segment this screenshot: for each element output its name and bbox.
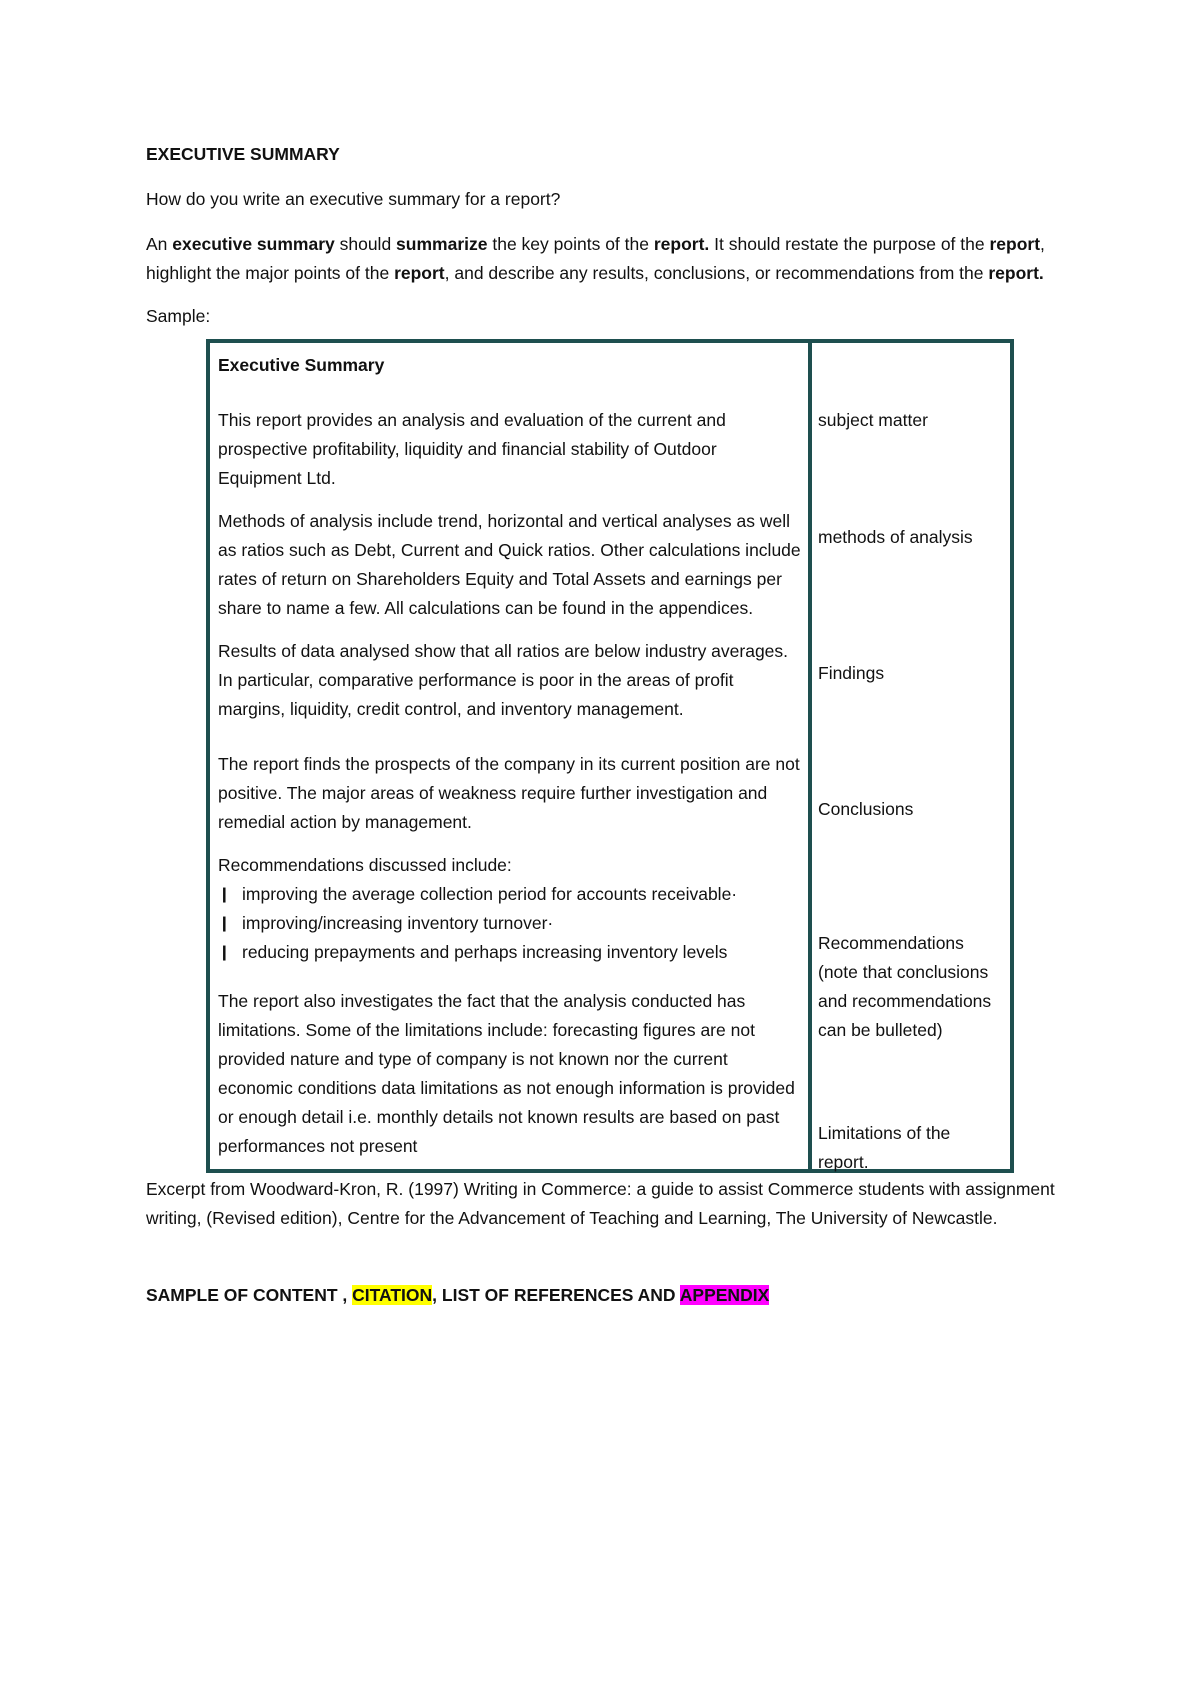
sample-summary-table (206, 339, 1014, 1173)
methods-paragraph: Methods of analysis include trend, horizontal and vertical analyses as well as ratios such as Debt, Current and Quick ratios. Other calculations include rates of return on Shareholders Equity and Total Assets and earnings per share to name a few. All calculations can be found in the appendices. (218, 511, 801, 618)
recommendations-intro: Recommendations discussed include: (218, 855, 512, 875)
pin-bullet-icon: ❙ (218, 915, 231, 932)
question-text: How do you write an executive summary for a report? (146, 189, 561, 209)
list-item (218, 880, 802, 909)
label-findings: Findings (818, 663, 885, 683)
conclusion-paragraph: The report finds the prospects of the company in its current position are not positive. The major areas of weakness require further investigation and remedial action by management. (218, 754, 800, 832)
intro-bold: report (394, 263, 445, 283)
intro-paragraph (146, 230, 1076, 288)
label-methods: methods of analysis (818, 527, 973, 547)
section-heading-text: , LIST OF REFERENCES AND (432, 1285, 680, 1305)
intro-bold: report. (988, 263, 1044, 283)
pin-bullet-icon: ❙ (218, 944, 231, 961)
intro-text: An (146, 234, 173, 254)
results-paragraph: Results of data analysed show that all ratios are below industry averages. In particular, comparative performance is poor in the areas of profit margins, liquidity, credit control, and inventory management. (218, 641, 789, 719)
summary-title: Executive Summary (218, 355, 385, 375)
label-conclusions: Conclusions (818, 799, 914, 819)
label-subject: subject matter (818, 410, 928, 430)
label-limitations: Limitations of the report. (818, 1123, 951, 1172)
summary-content-column (210, 343, 812, 1169)
document-page (146, 140, 1076, 1310)
intro-bold: summarize (396, 234, 488, 254)
subject-paragraph: This report provides an analysis and evaluation of the current and prospective profitability, liquidity and financial stability of Outdoor Equipment Ltd. (218, 410, 726, 488)
sample-label: Sample: (146, 306, 211, 326)
intro-text: , and describe any results, conclusions, or recommendations from the (444, 263, 989, 283)
excerpt-citation: Excerpt from Woodward-Kron, R. (1997) Writing in Commerce: a guide to assist Commerce students with assignment writing, (Revised edition), Centre for the Advancement of Teaching and Learning, The University of Newcastle. (146, 1179, 1055, 1228)
list-item-text: improving the average collection period for accounts receivable· (242, 884, 738, 904)
section-heading-text: SAMPLE OF CONTENT , (146, 1285, 353, 1305)
label-recommendations: Recommendations (note that conclusions and recommendations can be bulleted) (818, 933, 992, 1040)
pin-bullet-icon: ❙ (218, 886, 231, 903)
list-item (218, 909, 802, 938)
recommendations-block (218, 851, 802, 967)
limitations-paragraph: The report also investigates the fact that the analysis conducted has limitations. Some of the limitations include: forecasting figures are not provided nature and type of company is not known nor the current economic conditions data limitations as not enough information is provided or enough detail i.e. monthly details not known results are based on past performances not present (218, 991, 795, 1156)
intro-bold: report. (653, 234, 710, 254)
page-title: EXECUTIVE SUMMARY (146, 144, 340, 164)
intro-text: , highlight the major points of the (146, 234, 1045, 283)
summary-label-column (812, 343, 1002, 1172)
intro-text: It should restate the purpose of the (709, 234, 990, 254)
intro-text: should (334, 234, 397, 254)
list-item-text: improving/increasing inventory turnover· (242, 913, 554, 933)
intro-text: the key points of the (487, 234, 654, 254)
appendix-highlight: APPENDIX (679, 1285, 770, 1305)
section-heading (146, 1281, 1076, 1310)
citation-highlight: CITATION (352, 1285, 433, 1305)
list-item-text: reducing prepayments and perhaps increasing inventory levels (242, 942, 728, 962)
list-item (218, 938, 802, 967)
intro-bold: executive summary (172, 234, 335, 254)
intro-bold: report (989, 234, 1041, 254)
